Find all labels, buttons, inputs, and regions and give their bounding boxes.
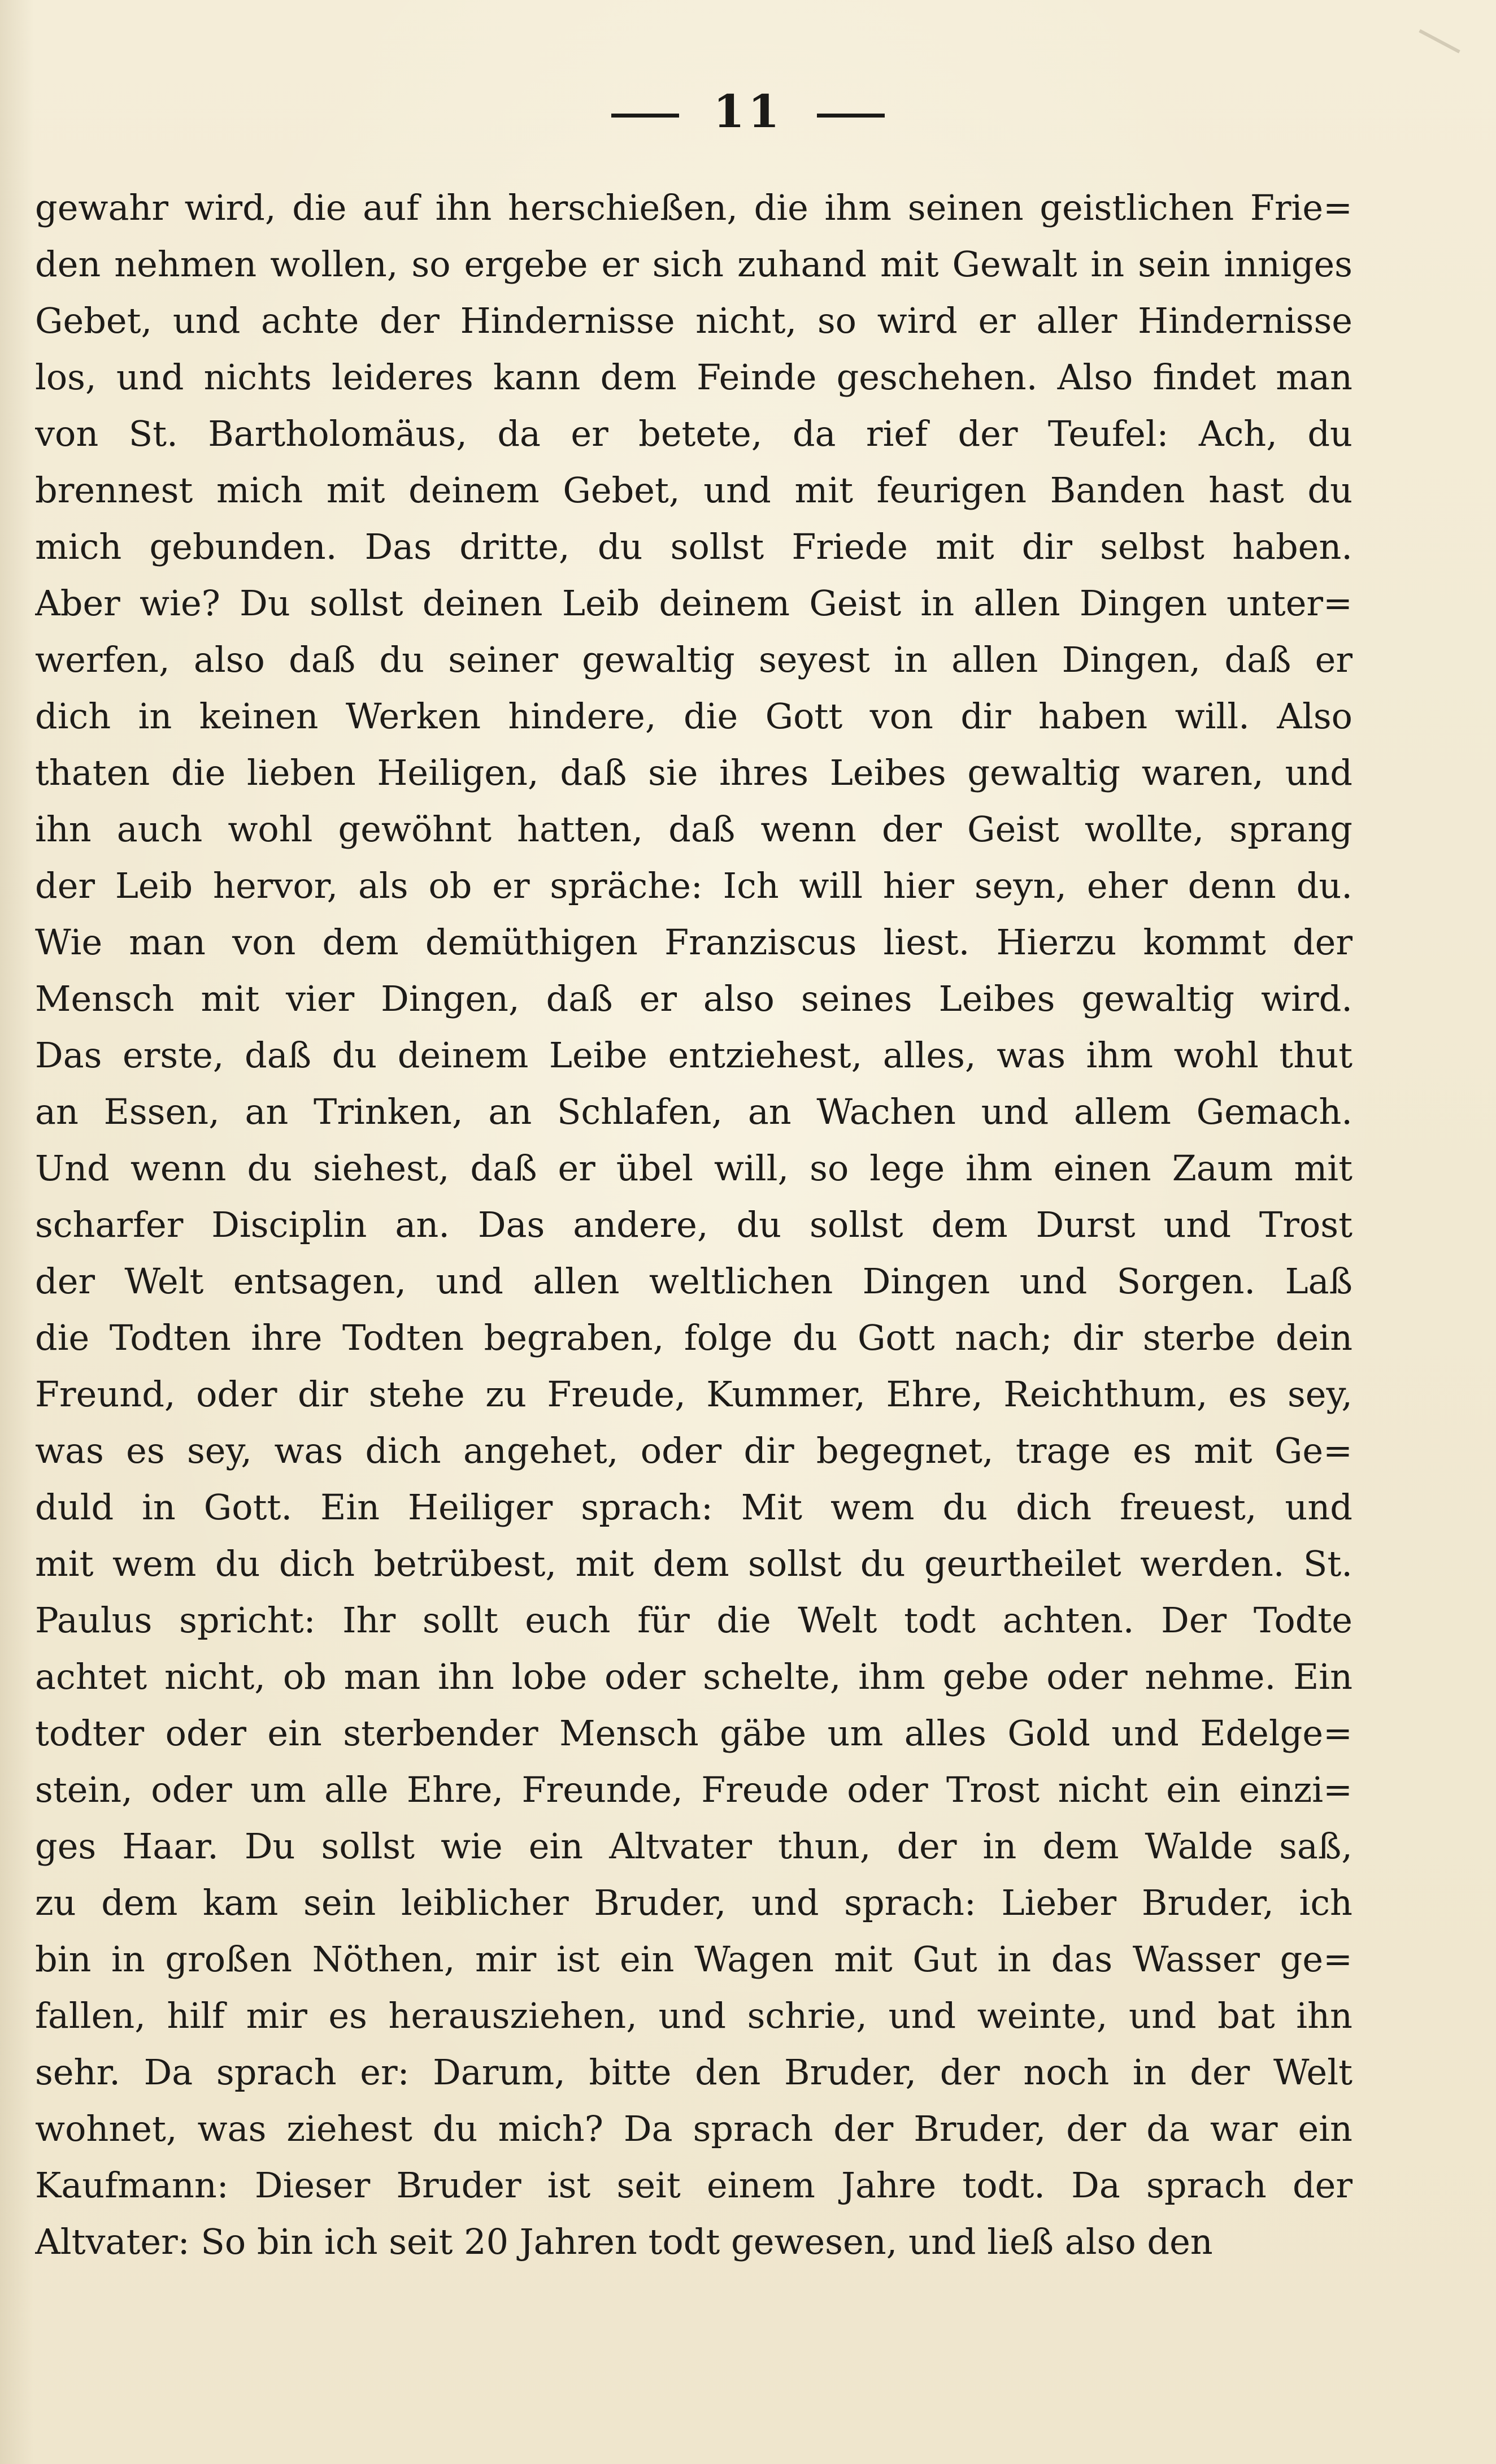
text-line: Mensch mit vier Dingen, daß er also seines Leibes gewaltig wird. xyxy=(35,978,1353,1019)
page-number: 11 xyxy=(713,85,783,138)
text-line: der Welt entsagen, und allen weltlichen Dingen und Sorgen. Laß xyxy=(35,1261,1353,1302)
text-line: an Essen, an Trinken, an Schlafen, an Wachen und allem Gemach. xyxy=(35,1091,1353,1132)
text-line: stein, oder um alle Ehre, Freunde, Freude oder Trost nicht ein einzi= xyxy=(35,1769,1353,1810)
header-dash-left xyxy=(611,114,679,118)
text-line: die Todten ihre Todten begraben, folge du Gott nach; dir sterbe dein xyxy=(35,1317,1353,1358)
text-line: zu dem kam sein leiblicher Bruder, und sprach: Lieber Bruder, ich xyxy=(35,1882,1353,1923)
text-line: gewahr wird, die auf ihn herschießen, die ihm seinen geistlichen Frie= xyxy=(35,187,1353,228)
page-header xyxy=(0,85,1496,138)
text-line: Und wenn du siehest, daß er übel will, so lege ihm einen Zaum mit xyxy=(35,1148,1353,1189)
text-line: ges Haar. Du sollst wie ein Altvater thun, der in dem Walde saß, xyxy=(35,1826,1353,1867)
text-line: duld in Gott. Ein Heiliger sprach: Mit wem du dich freuest, und xyxy=(35,1487,1353,1528)
text-line: dich in keinen Werken hindere, die Gott von dir haben will. Also xyxy=(35,696,1353,737)
text-line: was es sey, was dich angehet, oder dir begegnet, trage es mit Ge= xyxy=(35,1430,1353,1471)
text-line: scharfer Disciplin an. Das andere, du sollst dem Durst und Trost xyxy=(35,1204,1353,1245)
text-line: todter oder ein sterbender Mensch gäbe um alles Gold und Edelge= xyxy=(35,1713,1353,1754)
text-line: mit wem du dich betrübest, mit dem sollst du geurtheilet werden. St. xyxy=(35,1543,1353,1584)
text-line: Altvater: So bin ich seit 20 Jahren todt gewesen, und ließ also den xyxy=(35,2221,1213,2262)
text-line: Freund, oder dir stehe zu Freude, Kummer, Ehre, Reichthum, es sey, xyxy=(35,1374,1353,1415)
text-line: wohnet, was ziehest du mich? Da sprach der Bruder, der da war ein xyxy=(35,2108,1353,2149)
text-line: mich gebunden. Das dritte, du sollst Friede mit dir selbst haben. xyxy=(35,526,1353,567)
text-line: von St. Bartholomäus, da er betete, da rief der Teufel: Ach, du xyxy=(35,413,1353,454)
text-line: bin in großen Nöthen, mir ist ein Wagen mit Gut in das Wasser ge= xyxy=(35,1939,1353,1980)
header-dash-right xyxy=(817,114,885,118)
text-line: der Leib hervor, als ob er spräche: Ich will hier seyn, eher denn du. xyxy=(35,865,1353,906)
text-line: Gebet, und achte der Hindernisse nicht, so wird er aller Hindernisse xyxy=(35,300,1353,341)
page-corner-mark xyxy=(1419,29,1460,54)
text-line: Das erste, daß du deinem Leibe entziehest, alles, was ihm wohl thut xyxy=(35,1035,1353,1076)
text-line: werfen, also daß du seiner gewaltig seyest in allen Dingen, daß er xyxy=(35,639,1353,680)
text-line: sehr. Da sprach er: Darum, bitte den Bruder, der noch in der Welt xyxy=(35,2052,1353,2093)
text-line: den nehmen wollen, so ergebe er sich zuhand mit Gewalt in sein inniges xyxy=(35,244,1353,285)
page-gutter-shadow xyxy=(0,0,34,2464)
text-line: Kaufmann: Dieser Bruder ist seit einem Jahre todt. Da sprach der xyxy=(35,2165,1353,2206)
text-line: achtet nicht, ob man ihn lobe oder schelte, ihm gebe oder nehme. Ein xyxy=(35,1656,1353,1697)
text-line: thaten die lieben Heiligen, daß sie ihres Leibes gewaltig waren, und xyxy=(35,752,1353,793)
text-line: los, und nichts leideres kann dem Feinde geschehen. Also findet man xyxy=(35,357,1353,398)
text-line: brennest mich mit deinem Gebet, und mit feurigen Banden hast du xyxy=(35,470,1353,511)
text-line: Aber wie? Du sollst deinen Leib deinem Geist in allen Dingen unter= xyxy=(35,583,1353,624)
text-line: Paulus spricht: Ihr sollt euch für die Welt todt achten. Der Todte xyxy=(35,1600,1353,1641)
text-line: Wie man von dem demüthigen Franziscus liest. Hierzu kommt der xyxy=(35,922,1353,963)
body-text xyxy=(35,180,1353,2270)
text-line: ihn auch wohl gewöhnt hatten, daß wenn der Geist wollte, sprang xyxy=(35,809,1353,850)
text-line: fallen, hilf mir es herausziehen, und schrie, und weinte, und bat ihn xyxy=(35,1995,1353,2036)
